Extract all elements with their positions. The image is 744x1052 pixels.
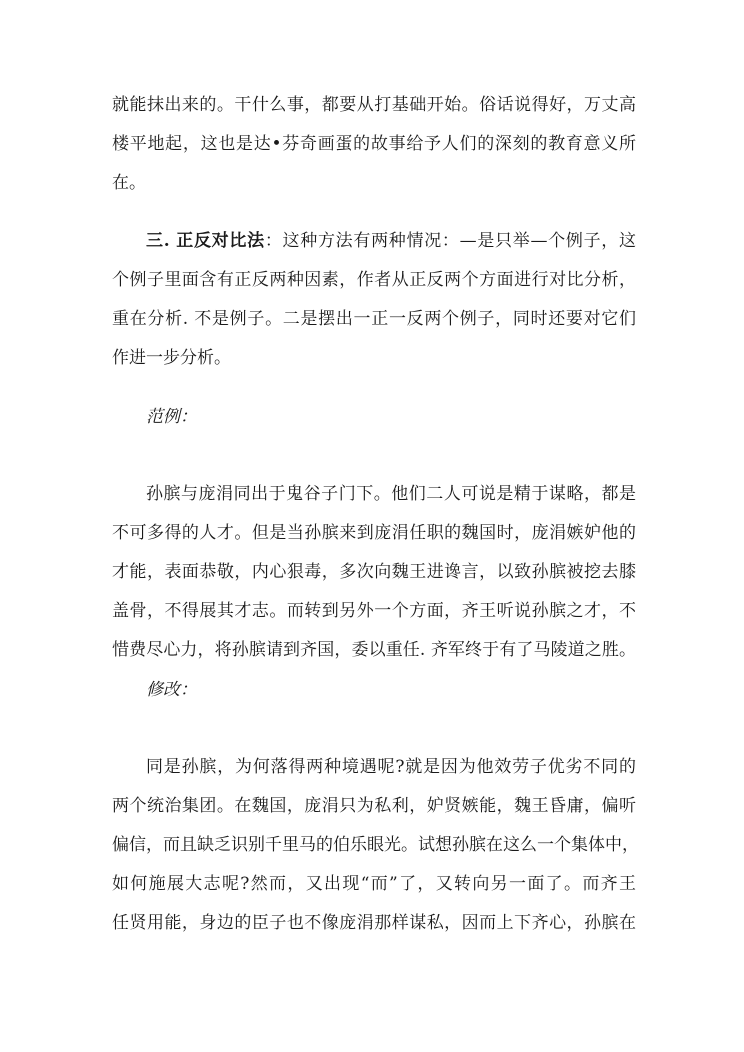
text-line: 作进一步分析。 bbox=[112, 348, 231, 368]
text-line: 两个统治集团。在魏国，庞涓只为私利，妒贤嫉能，魏王昏庸，偏听 bbox=[112, 796, 636, 816]
text-run: ：这种方法有两种情况：—是只举—个例子，这 bbox=[264, 231, 637, 251]
paragraph-revision bbox=[112, 748, 639, 943]
text-line bbox=[112, 222, 636, 261]
example-heading-block bbox=[112, 398, 636, 437]
revise-heading-block bbox=[112, 671, 636, 710]
text-line: 任贤用能，身边的臣子也不像庞涓那样谋私，因而上下齐心，孙膑在 bbox=[112, 913, 636, 933]
paragraph-contrast-method bbox=[112, 222, 636, 378]
text-line: 如何施展大志呢?然而，又出现“而”了，又转向另一面了。而齐王 bbox=[112, 874, 636, 894]
text-line: 就能抹出来的。干什么事，都要从打基础开始。俗话说得好，万丈高 bbox=[112, 95, 636, 115]
revise-heading: 修改： bbox=[146, 680, 197, 700]
text-line: 楼平地起，这也是达•芬奇画蛋的故事给予人们的深刻的教育意义所 bbox=[112, 134, 636, 154]
text-line: 同是孙膑，为何落得两种境遇呢?就是因为他效劳子优劣不同的 bbox=[146, 757, 636, 777]
text-line: 在。 bbox=[112, 173, 146, 193]
text-line: 偏信，而且缺乏识别千里马的伯乐眼光。试想孙膑在这么一个集体中， bbox=[112, 835, 639, 855]
text-line: 惜费尽心力，将孙膑请到齐国，委以重任. 齐军终于有了马陵道之胜。 bbox=[112, 640, 636, 660]
section-heading: 三. 正反对比法 bbox=[146, 231, 265, 251]
text-line: 才能，表面恭敬，内心狠毒，多次向魏王进谗言，以致孙膑被挖去膝 bbox=[112, 562, 636, 582]
text-line: 不可多得的人才。但是当孙膑来到庞涓任职的魏国时，庞涓嫉妒他的 bbox=[112, 523, 636, 543]
example-heading: 范例： bbox=[146, 407, 197, 427]
text-line: 个例子里面含有正反两种因素，作者从正反两个方面进行对比分析， bbox=[112, 270, 636, 290]
text-line: 孙膑与庞涓同出于鬼谷子门下。他们二人可说是精于谋略，都是 bbox=[146, 484, 636, 504]
paragraph-example bbox=[112, 475, 636, 670]
text-line: 重在分析. 不是例子。二是摆出一正一反两个例子，同时还要对它们 bbox=[112, 309, 636, 329]
paragraph-foundation bbox=[112, 86, 636, 203]
text-line: 盖骨，不得展其才志。而转到另外一个方面，齐王听说孙膑之才，不 bbox=[112, 601, 636, 621]
